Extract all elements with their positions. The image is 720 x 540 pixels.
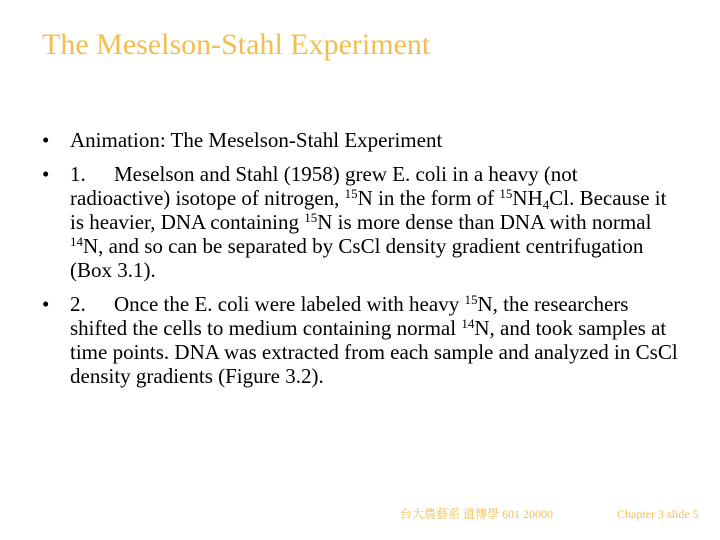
bullet-number: 2. bbox=[70, 292, 86, 316]
superscript: 14 bbox=[461, 316, 475, 331]
slide-title: The Meselson-Stahl Experiment bbox=[42, 28, 431, 61]
text-run: Meselson and Stahl (1958) grew E. coli in a heavy (not radioactive) isotope of nitrogen, bbox=[70, 162, 578, 210]
text-run: N is more dense than DNA with normal bbox=[317, 210, 652, 234]
text-run: NH bbox=[512, 186, 543, 210]
text-run: N, the researchers shifted the cells to medium containing normal bbox=[70, 292, 629, 340]
bullet-list bbox=[42, 128, 682, 398]
text-run: N, and took samples at time points. DNA was extracted from each sample and analyzed in CsCl density gradients (Figure 3.2). bbox=[70, 316, 678, 388]
bullet-dot-icon: • bbox=[42, 162, 50, 186]
bullet-item-animation bbox=[42, 128, 682, 152]
bullet-dot-icon: • bbox=[42, 128, 50, 152]
footer-slide-number: Chapter 3 slide 5 bbox=[617, 507, 699, 521]
bullet-number: 1. bbox=[70, 162, 86, 186]
footer-course-label: 台大農藝系 遺傳學 601 20000 bbox=[400, 507, 554, 521]
bullet-item-1 bbox=[42, 162, 682, 282]
text-run: Once the E. coli were labeled with heavy bbox=[114, 292, 465, 316]
bullet-text bbox=[70, 162, 666, 282]
superscript: 15 bbox=[464, 292, 478, 307]
superscript: 14 bbox=[70, 234, 83, 249]
bullet-item-2 bbox=[42, 292, 682, 388]
subscript: 4 bbox=[542, 197, 550, 212]
bullet-text: Animation: The Meselson-Stahl Experiment bbox=[70, 128, 443, 152]
bullet-text bbox=[70, 292, 678, 388]
superscript: 15 bbox=[344, 186, 358, 201]
superscript: 15 bbox=[304, 210, 318, 225]
superscript: 15 bbox=[499, 186, 513, 201]
bullet-dot-icon: • bbox=[42, 292, 50, 316]
text-run: N in the form of bbox=[357, 186, 500, 210]
text-run: N, and so can be separated by CsCl density gradient centrifugation (Box 3.1). bbox=[70, 234, 644, 282]
text-run: Cl. Because it is heavier, DNA containing bbox=[70, 186, 667, 234]
